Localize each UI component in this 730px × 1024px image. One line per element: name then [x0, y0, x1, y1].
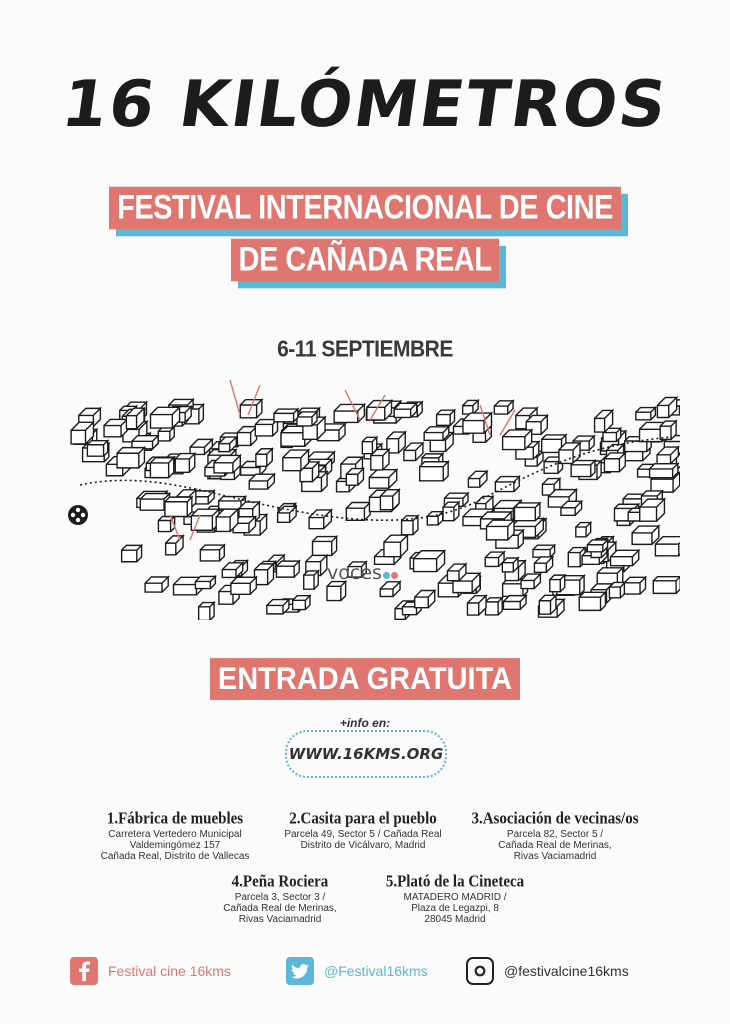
- location-name: 3.Asociación de vecinas/os: [471, 810, 639, 828]
- website-link[interactable]: WWW.16KMS.ORG: [285, 730, 447, 778]
- festival-subtitle-line2: DE CAÑADA REAL: [0, 242, 730, 278]
- film-reel-icon: [68, 505, 88, 525]
- facebook-link[interactable]: Festival cine 16kms: [70, 956, 231, 986]
- voces-logo: voces: [327, 562, 398, 584]
- location-1: 1.Fábrica de muebles Carretera Vertedero Municipal Valdemingómez 157 Cañada Real, Distrito de Vallecas: [75, 810, 275, 862]
- info-label: +info en:: [339, 716, 391, 730]
- festival-title: 16 KILÓMETROS: [57, 68, 673, 142]
- instagram-link[interactable]: @festivalcine16kms: [466, 956, 629, 986]
- location-name: 4.Peña Rociera: [231, 873, 329, 891]
- location-2: 2.Casita para el pueblo Parcela 49, Sector 5 / Cañada Real Distrito de Vicálvaro, Madrid: [268, 810, 458, 851]
- location-4: 4.Peña Rociera Parcela 3, Sector 3 / Cañada Real de Merinas, Rivas Vaciamadrid: [195, 873, 365, 925]
- location-name: 2.Casita para el pueblo: [289, 810, 437, 828]
- facebook-icon: [70, 957, 98, 985]
- festival-subtitle-line1: FESTIVAL INTERNACIONAL DE CINE: [0, 190, 730, 226]
- festival-dates: 6-11 SEPTIEMBRE: [277, 336, 453, 363]
- location-3: 3.Asociación de vecinas/os Parcela 82, Sector 5 / Cañada Real de Merinas, Rivas Vaciamadrid: [455, 810, 655, 862]
- twitter-icon: [286, 957, 314, 985]
- location-name: 5.Plató de la Cineteca: [385, 873, 525, 891]
- location-name: 1.Fábrica de muebles: [106, 810, 244, 828]
- location-5: 5.Plató de la Cineteca MATADERO MADRID / Plaza de Legazpi, 8 28045 Madrid: [365, 873, 545, 925]
- twitter-link[interactable]: @Festival16kms: [286, 956, 428, 986]
- free-entry-banner: ENTRADA GRATUITA: [0, 660, 730, 698]
- instagram-icon: [466, 957, 494, 985]
